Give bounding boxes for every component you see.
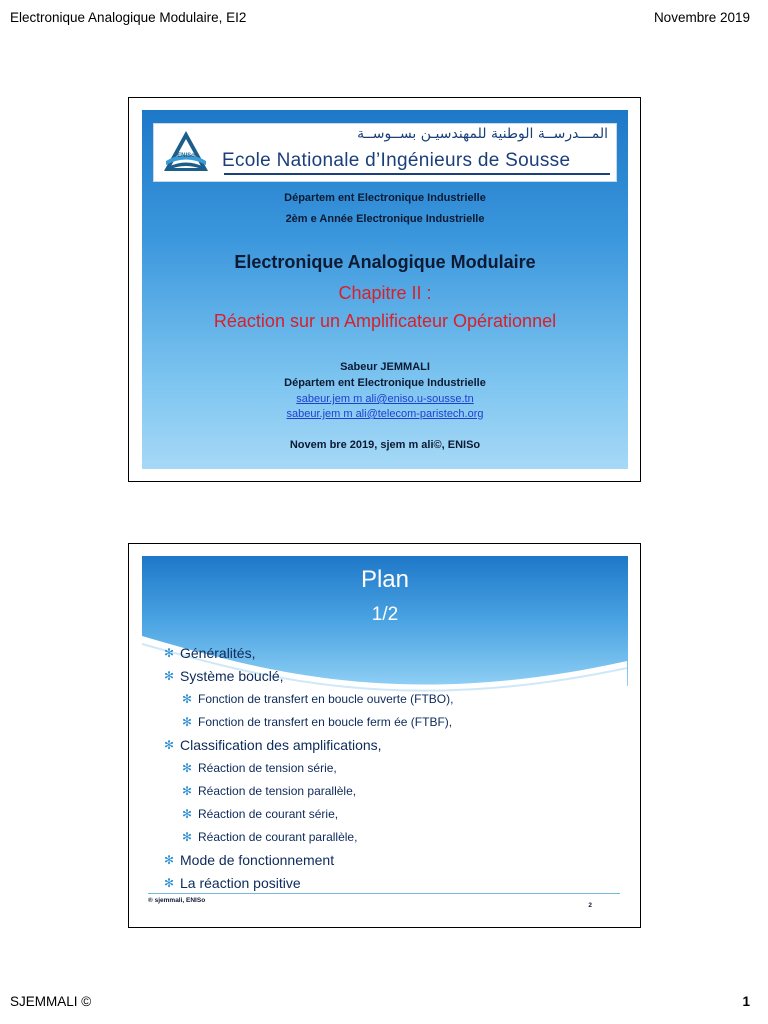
slide-1-thumbnail bbox=[128, 97, 641, 482]
asterisk-bullet-icon: ✻ bbox=[164, 876, 175, 890]
asterisk-bullet-icon: ✻ bbox=[182, 761, 193, 775]
footer-copyright: SJEMMALI © bbox=[10, 994, 92, 1009]
page-footer bbox=[10, 994, 758, 1014]
school-logo-banner bbox=[153, 123, 617, 182]
year-line: 2èm e Année Electronique Industrielle bbox=[285, 213, 485, 225]
list-item-label: Fonction de transfert en boucle ouverte (FTBO), bbox=[198, 692, 454, 706]
asterisk-bullet-icon: ✻ bbox=[164, 853, 175, 867]
list-item bbox=[164, 780, 622, 803]
asterisk-bullet-icon: ✻ bbox=[182, 830, 193, 844]
course-title: Electronique Analogique Modulaire bbox=[234, 252, 536, 272]
list-item-label: Généralités, bbox=[180, 645, 256, 661]
list-item-label: La réaction positive bbox=[180, 875, 301, 891]
list-item bbox=[164, 826, 622, 849]
slide-date-credit: Novem bre 2019, sjem m ali©, ENISo bbox=[289, 439, 481, 451]
slide-2-thumbnail bbox=[128, 543, 641, 928]
plan-page-fraction: 1/2 bbox=[371, 604, 399, 625]
list-item bbox=[164, 803, 622, 826]
asterisk-bullet-icon: ✻ bbox=[164, 669, 175, 683]
slide-footer-divider bbox=[148, 893, 620, 894]
list-item bbox=[164, 665, 622, 688]
list-item bbox=[164, 711, 622, 734]
eniso-logo-icon bbox=[158, 127, 214, 178]
logo-monogram: ENISo bbox=[177, 153, 195, 159]
list-item-label: Réaction de tension parallèle, bbox=[198, 784, 357, 798]
chapter-title: Réaction sur un Amplificateur Opérationnel bbox=[213, 311, 557, 331]
document-title: Electronique Analogique Modulaire, EI2 bbox=[10, 10, 247, 25]
email-link-eniso[interactable]: sabeur.jem m ali@eniso.u-sousse.tn bbox=[296, 393, 474, 405]
list-item-label: Classification des amplifications, bbox=[180, 737, 382, 753]
asterisk-bullet-icon: ✻ bbox=[164, 738, 175, 752]
slide-footer-credit: ® sjemmali, ENISo bbox=[148, 897, 206, 904]
document-date: Novembre 2019 bbox=[653, 10, 750, 25]
list-item-label: Mode de fonctionnement bbox=[180, 852, 335, 868]
asterisk-bullet-icon: ✻ bbox=[182, 784, 193, 798]
list-item-label: Réaction de courant parallèle, bbox=[198, 830, 358, 844]
school-name-arabic: المـــدرســة الوطنية للمهندسيـن بســوســة bbox=[357, 126, 608, 142]
list-item bbox=[164, 734, 622, 757]
list-item bbox=[164, 872, 622, 895]
list-item-label: Réaction de courant série, bbox=[198, 807, 339, 821]
slide-1-background bbox=[142, 110, 628, 469]
department-line: Départem ent Electronique Industrielle bbox=[284, 192, 486, 204]
asterisk-bullet-icon: ✻ bbox=[164, 646, 175, 660]
list-item bbox=[164, 642, 622, 665]
asterisk-bullet-icon: ✻ bbox=[182, 715, 193, 729]
email-link-telecom[interactable]: sabeur.jem m ali@telecom-paristech.org bbox=[286, 408, 484, 420]
list-item-label: Fonction de transfert en boucle ferm ée (FTBF), bbox=[198, 715, 453, 729]
asterisk-bullet-icon: ✻ bbox=[182, 807, 193, 821]
list-item bbox=[164, 757, 622, 780]
page-header bbox=[10, 10, 758, 30]
list-item-label: Système bouclé, bbox=[180, 668, 284, 684]
list-item bbox=[164, 688, 622, 711]
logo-divider bbox=[224, 173, 610, 175]
author-department: Départem ent Electronique Industrielle bbox=[284, 377, 486, 389]
page-number: 1 bbox=[742, 994, 750, 1009]
plan-outline-list bbox=[164, 642, 622, 895]
chapter-label: Chapitre II : bbox=[338, 283, 432, 303]
plan-title: Plan bbox=[360, 566, 410, 593]
list-item bbox=[164, 849, 622, 872]
school-name-french: Ecole Nationale d’Ingénieurs de Sousse bbox=[222, 150, 571, 171]
author-name: Sabeur JEMMALI bbox=[340, 361, 430, 373]
slide-2-background bbox=[142, 556, 628, 915]
list-item-label: Réaction de tension série, bbox=[198, 761, 337, 775]
asterisk-bullet-icon: ✻ bbox=[182, 692, 193, 706]
slide-number: 2 bbox=[588, 902, 592, 909]
